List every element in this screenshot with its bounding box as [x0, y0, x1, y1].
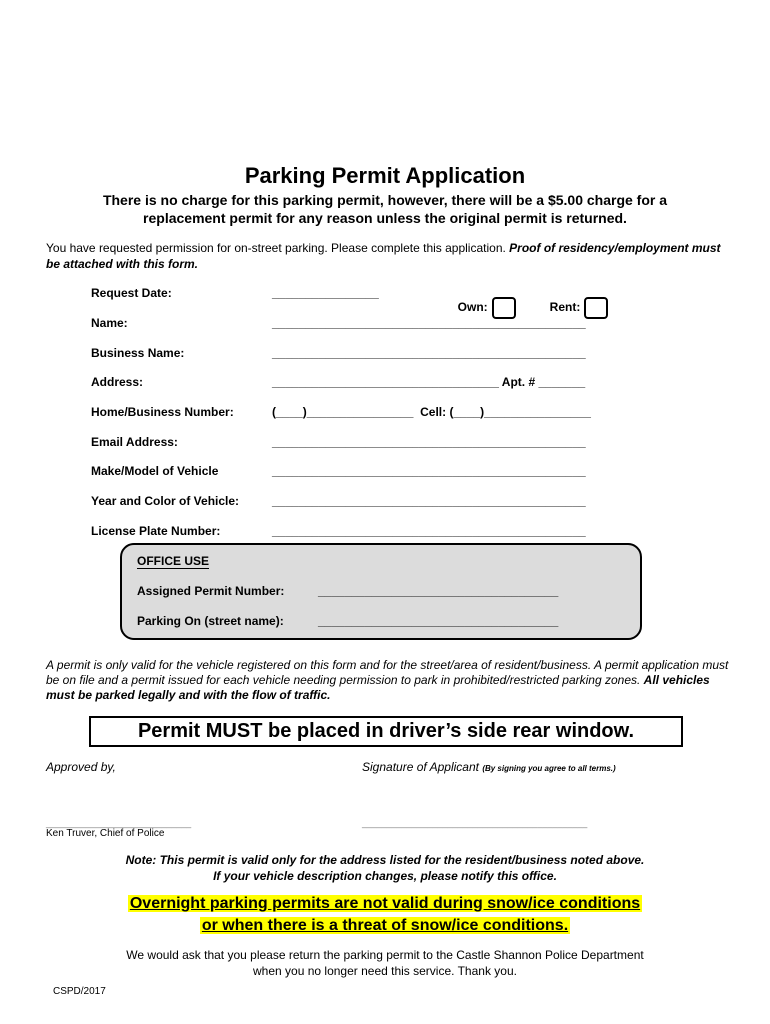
- rent-label: Rent:: [549, 300, 581, 315]
- intro-body: You have requested permission for on-street parking. Please complete this application.: [46, 241, 510, 255]
- snow-warning-line2: or when there is a threat of snow/ice conditions.: [201, 917, 569, 934]
- return-notice-line2: when you no longer need this service. Thank you.: [253, 964, 517, 978]
- address-note-line2: If your vehicle description changes, please notify this office.: [213, 869, 557, 883]
- charge-notice: [0, 191, 770, 227]
- snow-warning-line1: Overnight parking permits are not valid during snow/ice conditions: [129, 895, 641, 912]
- page-title: Parking Permit Application: [244, 163, 526, 188]
- address-label: Address:: [91, 375, 144, 389]
- request-date-field[interactable]: ________________: [272, 286, 379, 300]
- signature-note: (By signing you agree to all terms.): [482, 764, 616, 773]
- parking-on-label: Parking On (street name):: [137, 614, 284, 628]
- license-plate-label: License Plate Number:: [91, 524, 221, 538]
- address-note-line1: Note: This permit is valid only for the address listed for the resident/business noted above.: [125, 853, 645, 867]
- office-use-box: [120, 543, 642, 640]
- office-use-heading: OFFICE USE: [137, 554, 210, 568]
- intro-text: [46, 240, 736, 272]
- validity-text: A permit is only valid for the vehicle registered on this form and for the street/area of resident/business. A permit application must be on file and a permit issued for each vehicle needing permission to park in prohibited/restricted parking zones.: [46, 658, 729, 687]
- form-code: CSPD/2017: [53, 986, 106, 997]
- validity-emphasis: All vehicles must be parked legally and with the flow of traffic.: [46, 673, 710, 702]
- rent-option: [543, 283, 608, 319]
- email-label: Email Address:: [91, 435, 178, 449]
- year-color-field[interactable]: _______________________________________________: [272, 494, 586, 508]
- return-notice-line1: We would ask that you please return the parking permit to the Castle Shannon Police Department: [126, 948, 644, 962]
- address-note: [0, 852, 770, 884]
- name-label: Name:: [91, 316, 128, 330]
- name-field[interactable]: _______________________________________________: [272, 316, 586, 330]
- return-notice: [0, 947, 770, 979]
- parking-on-field[interactable]: ____________________________________: [318, 614, 559, 628]
- request-date-label: Request Date:: [91, 286, 172, 300]
- placement-notice: Permit MUST be placed in driver’s side rear window.: [89, 716, 683, 747]
- email-field[interactable]: _______________________________________________: [272, 435, 586, 449]
- validity-paragraph: [46, 658, 736, 703]
- approved-by-label: Approved by,: [46, 760, 116, 774]
- own-label: Own:: [457, 300, 488, 315]
- charge-notice-line2: replacement permit for any reason unless the original permit is returned.: [143, 210, 627, 226]
- phone-fields[interactable]: (____)________________ Cell: (____)________________: [272, 405, 591, 419]
- intro-emphasis: Proof of residency/employment must be attached with this form.: [46, 241, 721, 271]
- approver-line: _____________________________: [46, 818, 192, 828]
- signature-line[interactable]: _____________________________________________: [362, 818, 588, 828]
- own-option: [451, 283, 516, 319]
- charge-notice-line1: There is no charge for this parking permit, however, there will be a $5.00 charge for a: [102, 192, 668, 208]
- year-color-label: Year and Color of Vehicle:: [91, 494, 240, 508]
- license-plate-field[interactable]: _______________________________________________: [272, 524, 586, 538]
- signature-label: Signature of Applicant: [362, 760, 479, 774]
- make-model-label: Make/Model of Vehicle: [91, 464, 219, 478]
- rent-checkbox[interactable]: [584, 297, 608, 319]
- address-field[interactable]: __________________________________ Apt. # _______: [272, 375, 586, 389]
- permit-number-field[interactable]: ____________________________________: [318, 584, 559, 598]
- home-number-label: Home/Business Number:: [91, 405, 234, 419]
- permit-number-label: Assigned Permit Number:: [137, 584, 285, 598]
- make-model-field[interactable]: _______________________________________________: [272, 464, 586, 478]
- signature-heading: [362, 760, 616, 774]
- business-name-label: Business Name:: [91, 346, 185, 360]
- business-name-field[interactable]: _______________________________________________: [272, 346, 586, 360]
- snow-warning: [0, 893, 770, 937]
- approver-name: Ken Truver, Chief of Police: [46, 828, 165, 839]
